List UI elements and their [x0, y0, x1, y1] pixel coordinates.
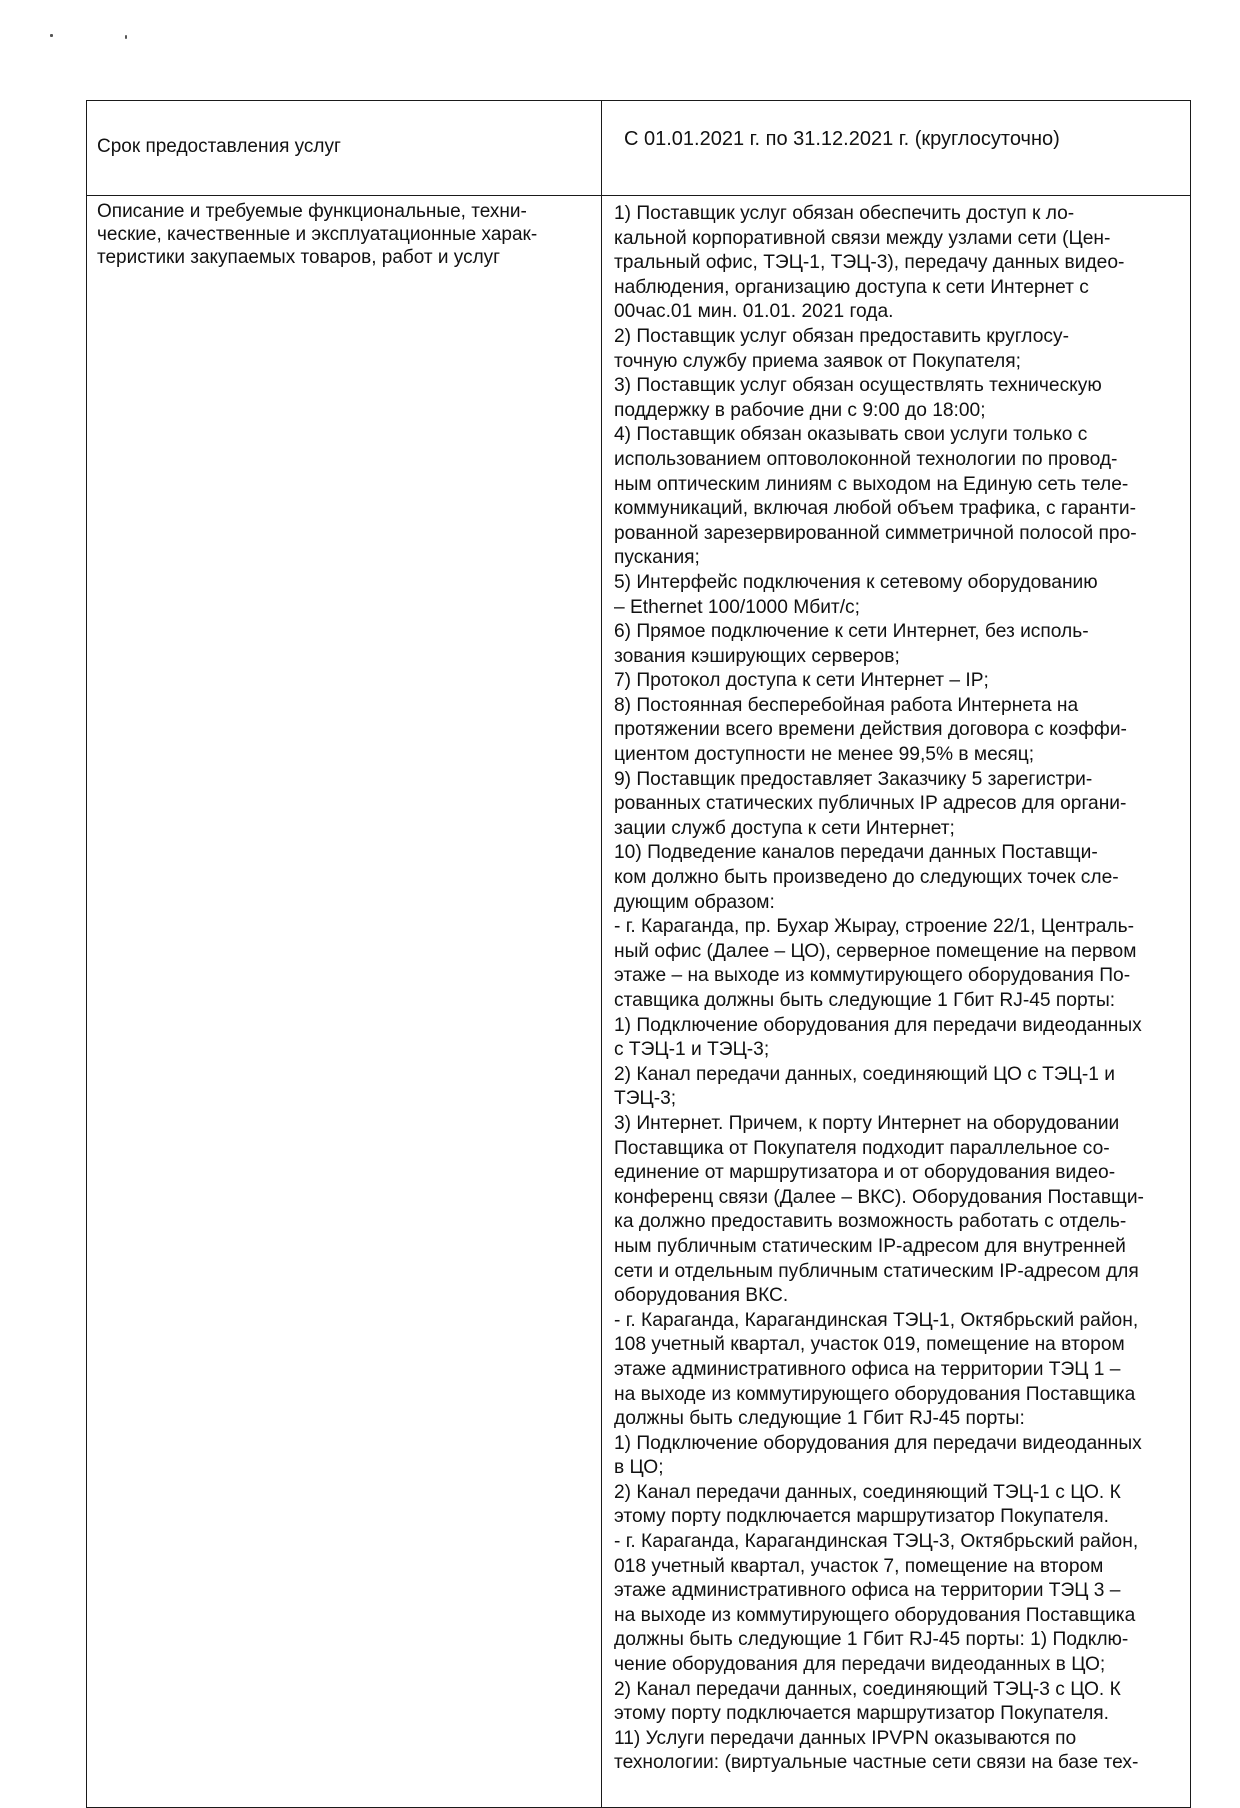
description-text-line: ком должно быть произведено до следующих точек сле-	[614, 867, 1119, 889]
description-body	[602, 196, 1191, 1808]
description-text-line: чение оборудования для передачи видеоданных в ЦО;	[614, 1654, 1106, 1676]
description-text-line: коммуникаций, включая любой объем трафика, с гаранти-	[614, 498, 1137, 520]
description-text-line: зования кэширующих серверов;	[614, 645, 900, 667]
description-text-line: 7) Протокол доступа к сети Интернет – IP;	[614, 670, 989, 692]
description-text-line: рованной зарезервированной симметричной полосой про-	[614, 522, 1137, 544]
description-text-line: кальной корпоративной связи между узлами сети (Цен-	[614, 227, 1111, 249]
description-text-line: оборудования ВКС.	[614, 1285, 789, 1307]
description-text-line: сети и отдельным публичным статическим IP-адресом для	[614, 1260, 1139, 1282]
description-text-line: технологии: (виртуальные частные сети связи на базе тех-	[614, 1752, 1139, 1774]
description-text-line: 11) Услуги передачи данных IPVPN оказываются по	[614, 1727, 1077, 1749]
description-text-line: 018 учетный квартал, участок 7, помещение на втором	[614, 1555, 1104, 1577]
description-text-line: на выходе из коммутирующего оборудования Поставщика	[614, 1383, 1136, 1405]
description-text-line: протяжении всего времени действия договора с коэффи-	[614, 719, 1127, 741]
description-text-line: Поставщика от Покупателя подходит параллельное со-	[614, 1137, 1110, 1159]
description-text-line: должны быть следующие 1 Гбит RJ-45 порты: 1) Подклю-	[614, 1629, 1129, 1651]
description-text-line: пускания;	[614, 547, 700, 569]
description-text-line: - г. Караганда, пр. Бухар Жырау, строение 22/1, Централь-	[614, 916, 1134, 938]
description-label-line: Описание и требуемые функциональные, техни-	[97, 201, 527, 222]
description-text-line: в ЦО;	[614, 1457, 664, 1479]
description-text-line: этаже административного офиса на территории ТЭЦ 1 –	[614, 1358, 1121, 1380]
description-text-line: 10) Подведение каналов передачи данных Поставщи-	[614, 842, 1098, 864]
description-text-line: конференц связи (Далее – ВКС). Оборудования Поставщи-	[614, 1186, 1144, 1208]
description-text-line: ный офис (Далее – ЦО), серверное помещение на первом	[614, 940, 1137, 962]
description-text-line: ным оптическим линиям с выходом на Единую сеть теле-	[614, 473, 1129, 495]
scan-speck	[125, 35, 127, 39]
description-label-line: ческие, качественные и эксплуатационные харак-	[97, 224, 538, 245]
description-text-line: единение от маршрутизатора и от оборудования видео-	[614, 1162, 1116, 1184]
description-text-line: - г. Караганда, Карагандинская ТЭЦ-3, Октябрьский район,	[614, 1531, 1139, 1553]
description-text-line: должны быть следующие 1 Гбит RJ-45 порты:	[614, 1408, 1025, 1430]
description-text-line: зации служб доступа к сети Интернет;	[614, 817, 955, 839]
description-label-line: теристики закупаемых товаров, работ и услуг	[97, 247, 501, 268]
description-text-line: ка должно предоставить возможность работать с отдель-	[614, 1211, 1127, 1233]
description-text-line: 2) Поставщик услуг обязан предоставить круглосу-	[614, 325, 1069, 347]
description-text-line: циентом доступности не менее 99,5% в месяц;	[614, 744, 1035, 766]
description-text-line: 8) Постоянная бесперебойная работа Интернета на	[614, 694, 1079, 716]
description-text-line: 6) Прямое подключение к сети Интернет, без исполь-	[614, 621, 1089, 643]
description-text-line: 3) Поставщик услуг обязан осуществлять техническую	[614, 375, 1102, 397]
description-label	[87, 196, 602, 1808]
description-text-line: этаже административного офиса на территории ТЭЦ 3 –	[614, 1580, 1121, 1602]
description-text-line: на выходе из коммутирующего оборудования Поставщика	[614, 1604, 1136, 1626]
description-text-line: – Ethernet 100/1000 Мбит/с;	[614, 596, 860, 618]
description-text-line: этаже – на выходе из коммутирующего оборудования По-	[614, 965, 1131, 987]
description-text-line: этому порту подключается маршрутизатор Покупателя.	[614, 1703, 1109, 1725]
table-row-description	[87, 196, 1191, 1808]
description-text-line: тральный офис, ТЭЦ-1, ТЭЦ-3), передачу данных видео-	[614, 252, 1125, 274]
description-text-line: рованных статических публичных IP адресов для органи-	[614, 793, 1127, 815]
description-text-line: с ТЭЦ-1 и ТЭЦ-3;	[614, 1039, 770, 1061]
description-text-line: дующим образом:	[614, 891, 775, 913]
description-text-line: 108 учетный квартал, участок 019, помещение на втором	[614, 1334, 1125, 1356]
description-text-line: использованием оптоволоконной технологии по провод-	[614, 448, 1118, 470]
description-text-line: 2) Канал передачи данных, соединяющий ТЭЦ-3 с ЦО. К	[614, 1678, 1121, 1700]
description-text-line: наблюдения, организацию доступа к сети Интернет с	[614, 276, 1089, 298]
description-text-line: точную службу приема заявок от Покупателя;	[614, 350, 1021, 372]
description-text-line: ным публичным статическим IP-адресом для внутренней	[614, 1235, 1126, 1257]
description-text-line: 1) Подключение оборудования для передачи видеоданных	[614, 1432, 1142, 1454]
specification-table	[86, 100, 1191, 1808]
table-row-service-period	[87, 101, 1191, 196]
description-text-line: 00час.01 мин. 01.01. 2021 года.	[614, 301, 894, 323]
service-period-label: Срок предоставления услуг	[87, 101, 602, 196]
description-text-line: ТЭЦ-3;	[614, 1088, 677, 1110]
description-text-line: 1) Поставщик услуг обязан обеспечить доступ к ло-	[614, 203, 1075, 224]
description-text-line: 9) Поставщик предоставляет Заказчику 5 зарегистри-	[614, 768, 1093, 790]
description-text-line: 2) Канал передачи данных, соединяющий ЦО с ТЭЦ-1 и	[614, 1063, 1115, 1085]
description-text-line: 1) Подключение оборудования для передачи видеоданных	[614, 1014, 1142, 1036]
scan-speck	[50, 34, 53, 37]
description-text-line: поддержку в рабочие дни с 9:00 до 18:00;	[614, 399, 986, 421]
description-text-line: 4) Поставщик обязан оказывать свои услуги только с	[614, 424, 1088, 446]
description-text-line: 3) Интернет. Причем, к порту Интернет на оборудовании	[614, 1112, 1120, 1134]
description-text-line: 2) Канал передачи данных, соединяющий ТЭЦ-1 с ЦО. К	[614, 1481, 1121, 1503]
service-period-value: С 01.01.2021 г. по 31.12.2021 г. (круглосуточно)	[602, 101, 1191, 196]
description-text-line: ставщика должны быть следующие 1 Гбит RJ-45 порты:	[614, 990, 1116, 1011]
description-text-line: этому порту подключается маршрутизатор Покупателя.	[614, 1506, 1109, 1528]
description-text-line: 5) Интерфейс подключения к сетевому оборудованию	[614, 571, 1098, 593]
description-text-line: - г. Караганда, Карагандинская ТЭЦ-1, Октябрьский район,	[614, 1309, 1139, 1331]
